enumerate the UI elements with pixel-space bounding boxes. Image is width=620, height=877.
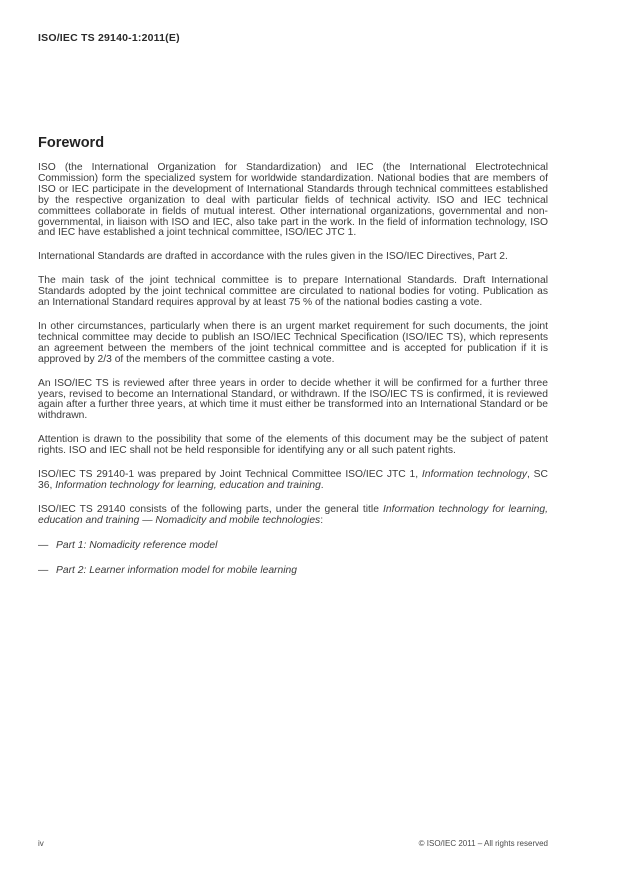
series-title-italic: Information technology for learning, education and training — Nomadicity and mobile technologies (38, 503, 548, 526)
paragraph-iso-iec-system: ISO (the International Organization for Standardization) and IEC (the International Electrotechnical Commission) form the specialized system for worldwide standardization. National bodies that are members of ISO or IEC participate in the development of International Standards through technical committees established by the respective organization to deal with particular fields of technical activity. ISO and IEC technical committees collaborate in fields of mutual interest. Other international organizations, governmental and non-governmental, in liaison with ISO and IEC, also take part in the work. In the field of information technology, ISO and IEC have established a joint technical committee, ISO/IEC JTC 1. (38, 162, 548, 239)
part-2-title: Part 2: Learner information model for mobile learning (56, 564, 297, 576)
text-run: ISO/IEC TS 29140-1 was prepared by Joint Technical Committee ISO/IEC JTC 1, (38, 469, 422, 481)
paragraph-main-task: The main task of the joint technical committee is to prepare International Standards. Draft International Standards adopted by the joint technical committee are circulated to national bodies for voting. Publication as an International Standard requires approval by at least 75 % of the national bodies casting a vote. (38, 275, 548, 309)
text-run: . (320, 479, 324, 491)
paragraph-prepared-by (38, 470, 548, 492)
list-item-part-1 (38, 541, 548, 552)
subcommittee-name-italic: Information technology for learning, education and training (55, 479, 321, 491)
page-number: iv (38, 839, 44, 848)
em-dash: — (38, 564, 49, 576)
copyright-notice: © ISO/IEC 2011 – All rights reserved (418, 839, 548, 848)
text-run: ISO/IEC TS 29140 consists of the following parts, under the general title (38, 503, 383, 515)
foreword-heading: Foreword (38, 135, 105, 151)
paragraph-directives: International Standards are drafted in accordance with the rules given in the ISO/IEC Directives, Part 2. (38, 251, 508, 263)
paragraph-parts-intro (38, 505, 548, 527)
list-item-part-2 (38, 566, 548, 577)
running-header: ISO/IEC TS 29140-1:2011(E) (38, 32, 180, 44)
page-footer (38, 840, 548, 848)
em-dash: — (38, 539, 49, 551)
part-1-title: Part 1: Nomadicity reference model (56, 539, 218, 551)
text-run: , SC 36, (38, 469, 548, 491)
paragraph-ts-review: An ISO/IEC TS is reviewed after three years in order to decide whether it will be confirmed for a further three years, revised to become an International Standard, or withdrawn. If the ISO/IEC TS is confirmed, it is reviewed again after a further three years, at which time it must either be transformed into an International Standard or be withdrawn. (38, 377, 548, 422)
paragraph-patent-rights: Attention is drawn to the possibility that some of the elements of this document may be the subject of patent rights. ISO and IEC shall not be held responsible for identifying any or all such patent rights. (38, 434, 548, 457)
foreword-body (38, 163, 548, 576)
text-run: : (320, 514, 324, 526)
committee-name-italic: Information technology (421, 469, 528, 481)
paragraph-technical-specification: In other circumstances, particularly when there is an urgent market requirement for such documents, the joint technical committee may decide to publish an ISO/IEC Technical Specification (ISO/IEC TS), which represents an agreement between the members of the joint technical committee and is accepted for publication if it is approved by 2/3 of the members of the committee casting a vote. (38, 320, 548, 365)
